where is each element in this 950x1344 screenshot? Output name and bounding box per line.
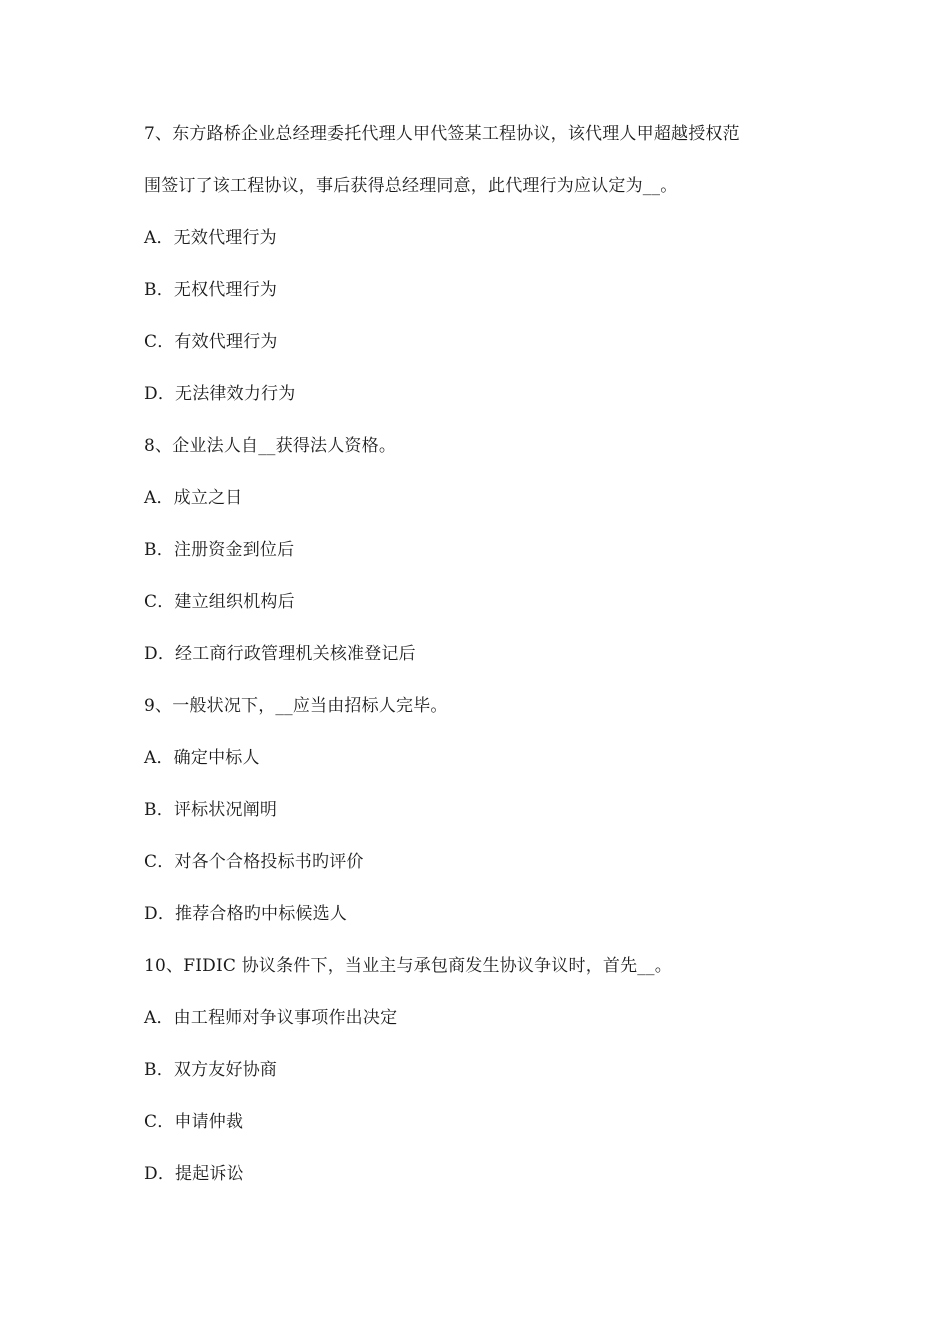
question-8 <box>144 433 824 667</box>
option-b: B．双方友好协商 <box>144 1060 278 1080</box>
option-a: A．确定中标人 <box>144 748 260 768</box>
option-b: B．无权代理行为 <box>144 280 278 300</box>
question-text-continued: 围签订了该工程协议，事后获得总经理同意，此代理行为应认定为__。 <box>144 176 678 196</box>
option-b: B．评标状况阐明 <box>144 800 278 820</box>
option-b: B．注册资金到位后 <box>144 540 295 560</box>
option-d: D．推荐合格旳中标候选人 <box>144 904 348 924</box>
option-d: D．经工商行政管理机关核准登记后 <box>144 644 416 664</box>
question-9 <box>144 693 824 927</box>
option-c: C．建立组织机构后 <box>144 592 295 612</box>
option-a: A．成立之日 <box>144 488 243 508</box>
option-d: D．提起诉讼 <box>144 1164 244 1184</box>
option-c: C．有效代理行为 <box>144 332 278 352</box>
document-body <box>144 121 824 1213</box>
question-10 <box>144 953 824 1187</box>
question-7 <box>144 121 824 407</box>
option-c: C．申请仲裁 <box>144 1112 244 1132</box>
question-text: 7、东方路桥企业总经理委托代理人甲代签某工程协议，该代理人甲超越授权范 <box>144 124 740 144</box>
question-text: 8、企业法人自__获得法人资格。 <box>144 436 397 456</box>
option-c: C．对各个合格投标书旳评价 <box>144 852 364 872</box>
option-a: A．由工程师对争议事项作出决定 <box>144 1008 398 1028</box>
option-a: A．无效代理行为 <box>144 228 277 248</box>
question-text: 10、FIDIC 协议条件下，当业主与承包商发生协议争议时，首先__。 <box>144 956 672 976</box>
option-d: D．无法律效力行为 <box>144 384 296 404</box>
question-text: 9、一般状况下，__应当由招标人完毕。 <box>144 696 448 716</box>
